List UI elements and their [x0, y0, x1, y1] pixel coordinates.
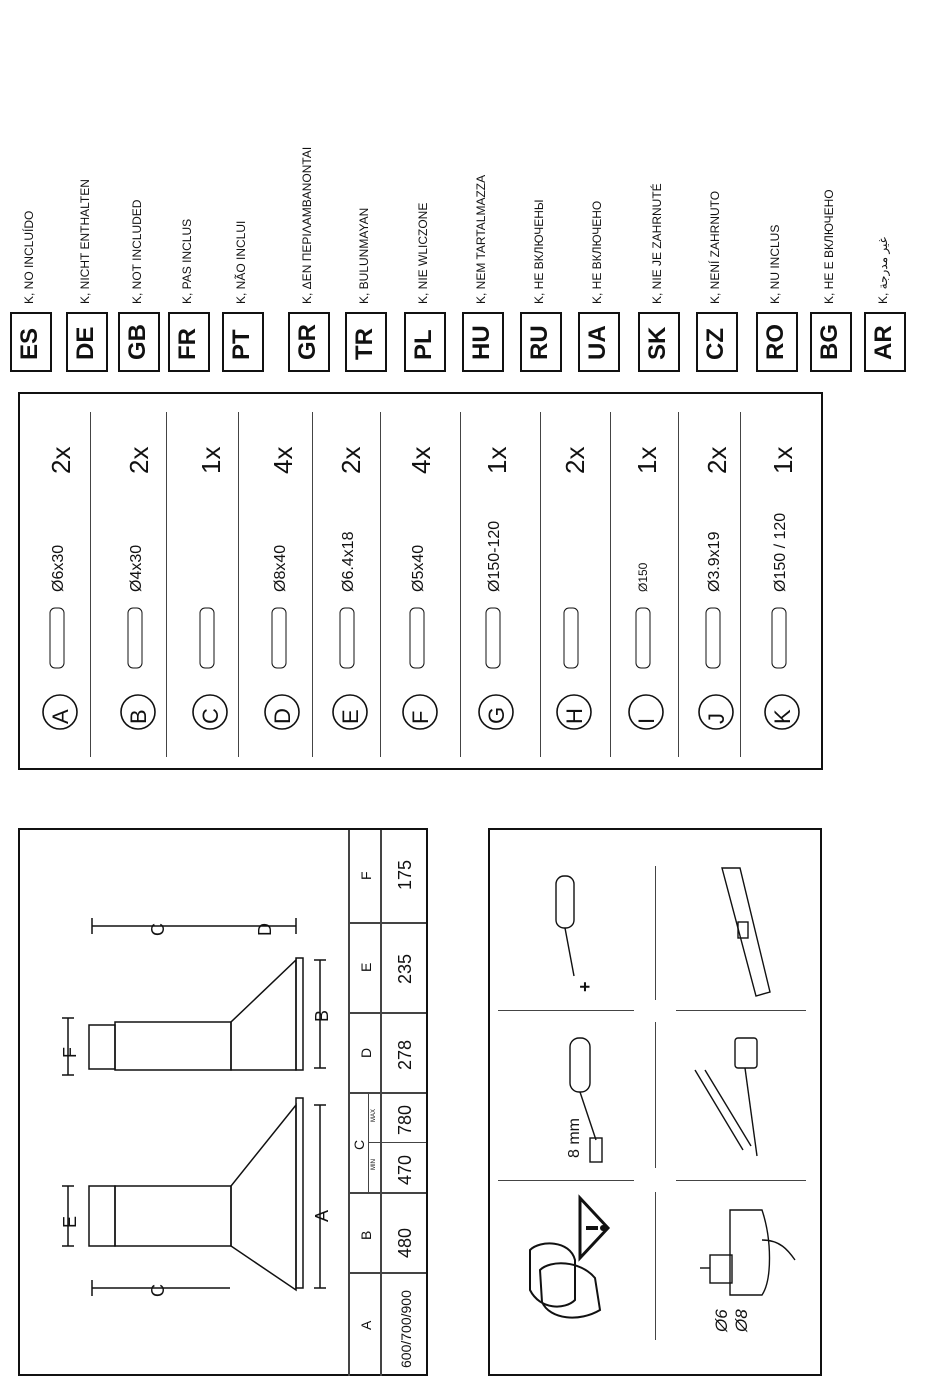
lang-text-ua: K, НЕ ВКЛЮЧЕНО — [590, 200, 604, 304]
dim-value-C-min: 470 — [395, 1154, 415, 1185]
part-qty-i: 1x — [632, 446, 662, 474]
phillips-screwdriver-icon — [540, 870, 620, 990]
dim-value-A: 600/700/900 — [398, 1290, 414, 1368]
dim-value-E: 235 — [395, 953, 415, 984]
part-icon-d — [258, 600, 302, 680]
part-qty-f: 4x — [406, 446, 436, 474]
lang-code-es: ES — [16, 327, 43, 360]
diagram-label-F: F — [60, 1047, 80, 1058]
lang-text-ar: K, غير مدرجة — [876, 237, 890, 304]
lang-text-es: K, NO INCLUÍDO — [22, 210, 36, 304]
part-spec-j: Ø3.9x19 — [706, 531, 723, 592]
part-letter-k: K — [770, 709, 795, 724]
lang-code-cz: CZ — [702, 328, 729, 360]
part-divider — [678, 412, 679, 757]
part-icon-h — [550, 600, 594, 680]
part-icon-e — [326, 600, 370, 680]
level-tool-icon — [710, 862, 780, 1002]
part-letter-a: A — [48, 709, 73, 724]
part-divider — [380, 412, 381, 757]
part-divider — [166, 412, 167, 757]
part-letter-f: F — [408, 710, 433, 724]
part-icon-k — [758, 600, 802, 680]
lang-code-ua: UA — [584, 325, 611, 360]
part-icon-b — [114, 600, 158, 680]
lang-text-ru: K, НЕ ВКЛЮЧЕНЫ — [532, 199, 546, 304]
part-divider — [312, 412, 313, 757]
lang-text-fr: K, PAS INCLUS — [180, 218, 194, 304]
phillips-label: + — [575, 981, 595, 992]
part-qty-e: 2x — [336, 446, 366, 474]
diagram-label-E: E — [60, 1215, 80, 1228]
dim-label-E: E — [358, 962, 374, 972]
part-icon-f — [396, 600, 440, 680]
dim-label-A: A — [358, 1320, 374, 1330]
dim-label-c-max: MAX — [371, 1108, 377, 1122]
dim-label-D: D — [358, 1047, 374, 1058]
dim-value-B: 480 — [395, 1227, 415, 1258]
lang-text-gb: K, NOT INCLUDED — [130, 199, 144, 304]
part-spec-f: Ø5x40 — [410, 544, 427, 592]
part-spec-a: Ø6x30 — [50, 544, 67, 592]
part-spec-e: Ø6.4x18 — [340, 531, 357, 592]
lang-text-pl: K, NIE WLICZONE — [416, 202, 430, 304]
part-letter-d: D — [270, 708, 295, 724]
part-letter-circle-j — [696, 692, 736, 732]
part-qty-a: 2x — [46, 446, 76, 474]
lang-code-ro: RO — [762, 324, 789, 360]
lang-code-bg: BG — [816, 324, 843, 360]
part-qty-k: 1x — [768, 446, 798, 474]
part-letter-h: H — [562, 708, 587, 724]
part-letter-b: B — [126, 709, 151, 724]
bit-size-label: 8 mm — [566, 1118, 583, 1158]
part-letter-c: C — [198, 708, 223, 724]
part-icon-i — [622, 600, 666, 680]
lang-code-ru: RU — [526, 325, 553, 360]
dim-label-C: C — [351, 1139, 367, 1150]
diagram-label-B: B — [312, 1009, 332, 1022]
lang-text-pt: K, NÃO INCLUI — [234, 220, 248, 304]
part-qty-j: 2x — [702, 446, 732, 474]
dim-label-c-min: MIN — [371, 1159, 377, 1170]
lang-text-ro: K, NU INCLUS — [768, 224, 782, 304]
lang-text-sk: K, NIE JE ZAHRNUTÉ — [650, 183, 664, 304]
dim-value-C-max: 780 — [395, 1104, 415, 1135]
lang-code-hu: HU — [468, 325, 495, 360]
lang-code-sk: SK — [644, 326, 671, 360]
part-qty-h: 2x — [560, 446, 590, 474]
lang-text-tr: K, BULUNMAYAN — [357, 207, 371, 304]
part-spec-i: Ø150 — [636, 562, 650, 592]
lang-code-tr: TR — [351, 328, 378, 360]
drill-bit-label-1: Ø6 — [712, 1309, 731, 1332]
dim-value-D: 278 — [395, 1039, 415, 1070]
part-icon-a — [36, 600, 80, 680]
part-letter-e: E — [338, 709, 363, 724]
lang-code-de: DE — [72, 326, 99, 360]
lang-code-pl: PL — [410, 329, 437, 360]
diagram-label-D: D — [255, 923, 275, 936]
part-letter-circle-i — [626, 692, 666, 732]
part-divider — [90, 412, 91, 757]
lang-text-de: K, NICHT ENTHALTEN — [78, 179, 92, 304]
lang-text-hu: K, NEM TARTALMAZZA — [474, 174, 488, 304]
warning-gloves-icon — [520, 1190, 635, 1330]
drill-bit-label-2: Ø8 — [732, 1309, 751, 1332]
hood-dimension-drawing — [20, 830, 348, 1376]
part-spec-k: Ø150 / 120 — [772, 512, 789, 592]
part-divider — [740, 412, 741, 757]
part-divider — [610, 412, 611, 757]
diagram-label-C1: C — [148, 1284, 168, 1297]
lang-code-pt: PT — [228, 329, 255, 360]
lang-text-cz: K, NENÍ ZAHRNUTO — [708, 190, 722, 304]
dim-label-F: F — [358, 871, 374, 880]
part-letter-i: I — [634, 717, 659, 724]
part-qty-g: 1x — [482, 446, 512, 474]
part-divider — [460, 412, 461, 757]
part-spec-d: Ø8x40 — [272, 544, 289, 592]
part-qty-d: 4x — [268, 446, 298, 474]
part-spec-g: Ø150-120 — [486, 520, 503, 592]
part-qty-c: 1x — [196, 446, 226, 474]
lang-code-ar: AR — [870, 325, 897, 360]
part-qty-b: 2x — [124, 446, 154, 474]
lang-code-fr: FR — [174, 328, 201, 360]
part-icon-g — [472, 600, 516, 680]
lang-code-gb: GB — [124, 324, 151, 360]
part-letter-j: J — [704, 713, 729, 724]
lang-text-bg: K, НЕ Е ВКЛЮЧЕНО — [822, 189, 836, 304]
part-spec-b: Ø4x30 — [128, 544, 145, 592]
part-divider — [540, 412, 541, 757]
part-letter-g: G — [484, 706, 509, 724]
diagram-label-C2: C — [148, 923, 168, 936]
diagram-label-A: A — [312, 1209, 332, 1222]
lang-text-gr: K, ΔΕΝ ΠΕΡΙΛΑΜΒΑΝΟΝΤΑΙ — [300, 146, 314, 304]
dim-label-B: B — [358, 1230, 374, 1240]
pencil-tape-icon — [685, 1030, 775, 1170]
part-divider — [238, 412, 239, 757]
dim-value-F: 175 — [395, 859, 415, 890]
part-icon-c — [186, 600, 230, 680]
part-icon-j — [692, 600, 736, 680]
lang-code-gr: GR — [294, 324, 321, 360]
